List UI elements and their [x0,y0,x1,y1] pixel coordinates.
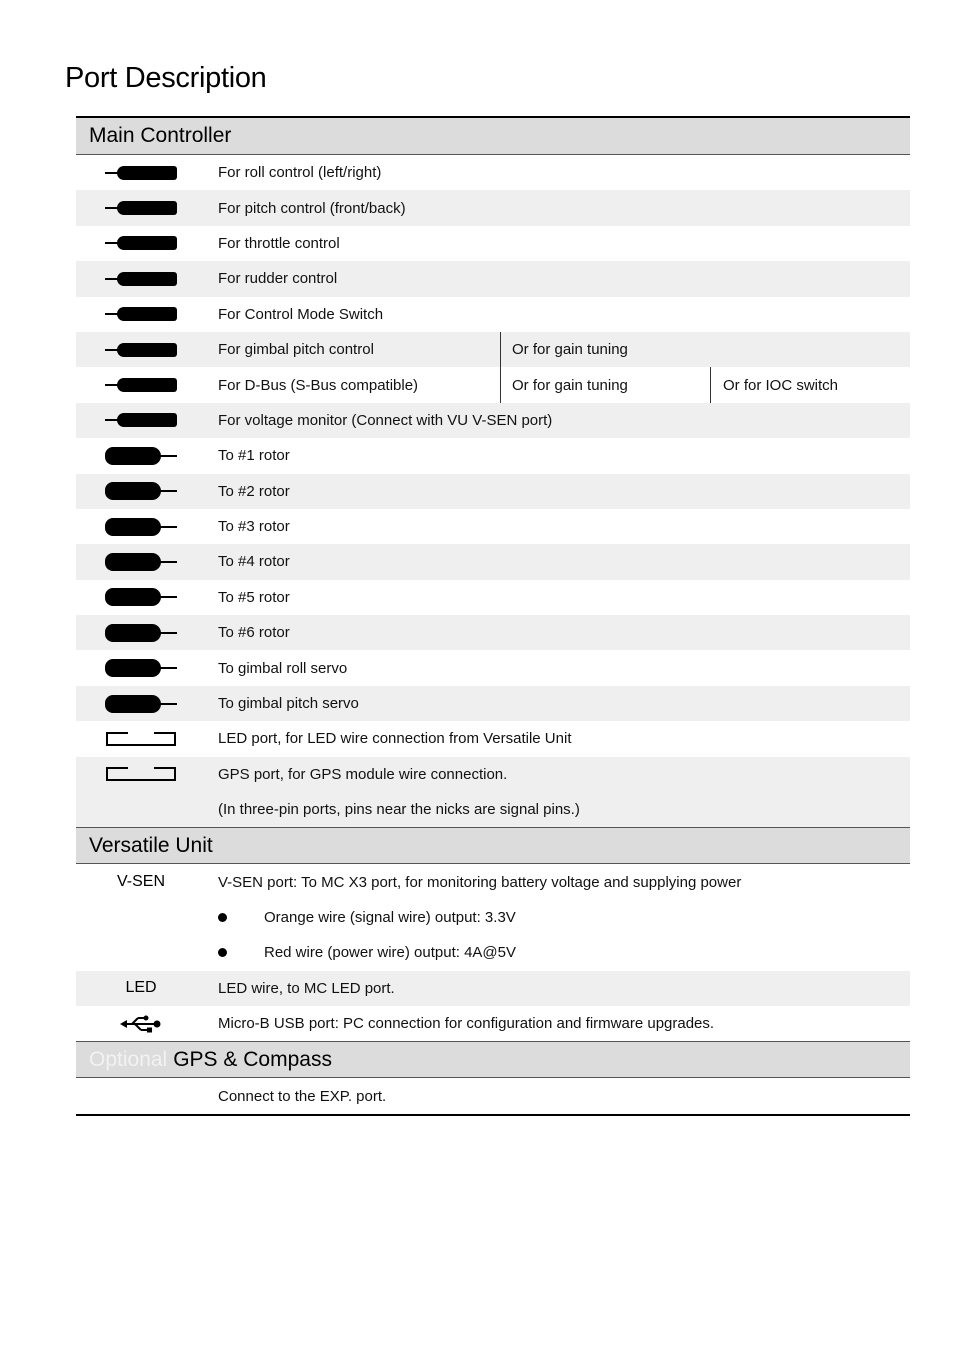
port-desc: For voltage monitor (Connect with VU V-SEN port) [218,411,553,429]
bullet-icon [218,913,227,922]
page-title: Port Description [65,62,267,94]
port-desc: For gimbal pitch control [218,341,374,359]
icon-cell [76,615,206,650]
icon-cell [76,226,206,261]
table-row [76,261,910,296]
port-desc: To #1 rotor [218,447,290,465]
port-desc: To gimbal roll servo [218,659,348,677]
input-pin-icon [105,343,177,357]
output-pin-icon [105,555,177,569]
bullet-item [206,944,516,961]
section-title: Versatile Unit [89,833,213,857]
port-socket-icon [106,767,176,781]
output-pin-icon [105,626,177,640]
table-row [76,155,910,190]
input-pin-icon [105,236,177,250]
icon-cell [76,332,206,367]
icon-cell [76,686,206,721]
icon-cell [76,757,206,792]
port-desc: To #2 rotor [218,482,290,500]
gps-compass-desc: Connect to the EXP. port. [218,1087,387,1105]
port-socket-icon [106,732,176,746]
input-pin-icon [105,272,177,286]
section-title: Main Controller [89,124,232,147]
icon-cell [76,721,206,756]
table-row [76,686,910,721]
table-row [76,900,910,935]
port-desc: For roll control (left/right) [218,164,382,182]
table-row [76,367,910,402]
table-row [76,971,910,1006]
icon-cell [76,403,206,438]
table-row [76,580,910,615]
bullet-text: Red wire (power wire) output: 4A@5V [264,944,516,962]
pin-note: (In three-pin ports, pins near the nicks are signal pins.) [218,801,580,819]
table-row [76,509,910,544]
bullet-text: Orange wire (signal wire) output: 3.3V [264,909,516,926]
icon-cell [76,544,206,579]
vsen-desc: V-SEN port: To MC X3 port, for monitoring battery voltage and supplying power [218,873,742,891]
output-pin-icon [105,697,177,711]
port-desc: To #6 rotor [218,624,290,642]
output-pin-icon [105,520,177,534]
icon-cell [76,509,206,544]
table-row [76,544,910,579]
port-desc: To gimbal pitch servo [218,695,359,713]
vsen-label: V-SEN [116,873,165,891]
table-row [76,615,910,650]
icon-cell [76,438,206,473]
section-title: GPS & Compass [173,1047,332,1071]
table-row [76,474,910,509]
input-pin-icon [105,201,177,215]
table-row [76,297,910,332]
port-alt-desc: Or for gain tuning [500,332,910,367]
led-label: LED [125,979,157,997]
gps-port-block [76,757,910,828]
table-row [76,864,910,899]
optional-label: Optional [89,1047,168,1071]
table-row [76,935,910,970]
table-row [76,757,910,792]
icon-cell [76,650,206,685]
port-alt-desc: Or for gain tuning [500,367,710,402]
port-desc: For pitch control (front/back) [218,199,406,217]
icon-cell [76,155,206,190]
input-pin-icon [105,378,177,392]
table-row [76,332,910,367]
port-desc: For throttle control [218,234,340,252]
usb-icon [120,1015,162,1033]
port-desc: To #3 rotor [218,518,290,536]
input-pin-icon [105,307,177,321]
main-controller-rows [76,155,910,757]
section-header-versatile-unit [76,827,910,864]
output-pin-icon [105,484,177,498]
table-row [76,721,910,756]
port-desc: For rudder control [218,270,338,288]
table-row [76,190,910,225]
table-row [76,650,910,685]
bullet-item [206,909,516,926]
icon-cell [76,190,206,225]
output-pin-icon [105,661,177,675]
bullet-icon [218,948,227,957]
port-desc: For Control Mode Switch [218,305,384,323]
usb-desc: Micro-B USB port: PC connection for configuration and firmware upgrades. [218,1015,715,1033]
table-row [76,792,910,827]
table-row [76,1006,910,1041]
port-desc: To #5 rotor [218,588,290,606]
table-row [76,226,910,261]
icon-cell [76,261,206,296]
input-pin-icon [105,166,177,180]
section-header-main-controller [76,118,910,155]
table-row [76,1078,910,1113]
port-desc: For D-Bus (S-Bus compatible) [218,376,419,394]
output-pin-icon [105,590,177,604]
table-row [76,438,910,473]
icon-cell [76,297,206,332]
port-alt-desc-2: Or for IOC switch [710,367,910,402]
led-desc: LED wire, to MC LED port. [218,979,395,997]
icon-cell [76,474,206,509]
icon-cell [76,580,206,615]
table-row [76,403,910,438]
port-desc: GPS port, for GPS module wire connection. [218,765,508,783]
port-description-table [76,116,910,1116]
icon-cell [76,367,206,402]
input-pin-icon [105,413,177,427]
output-pin-icon [105,449,177,463]
port-desc: LED port, for LED wire connection from Versatile Unit [218,730,572,748]
section-header-gps-compass [76,1041,910,1078]
port-desc: To #4 rotor [218,553,290,571]
